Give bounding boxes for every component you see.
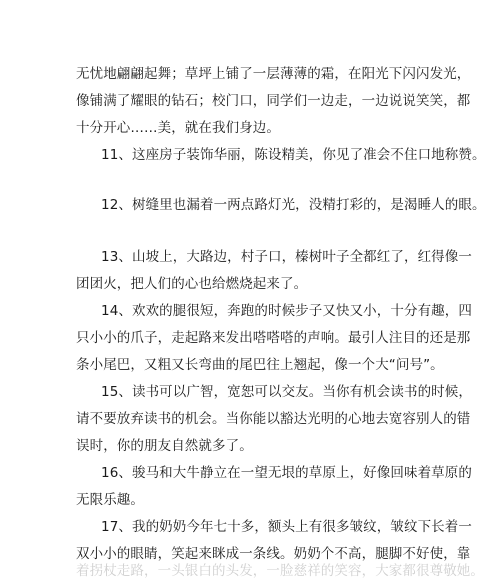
text-line: 14、欢欢的腿很短，奔跑的时候步子又快又小，十分有趣，四 xyxy=(101,303,472,319)
text-line: 12、树缝里也漏着一两点路灯光，没精打彩的，是渴睡人的眼。 xyxy=(101,197,486,213)
text-line: 无限乐趣。 xyxy=(76,492,144,508)
text-line: 双小小的眼睛，笑起来眯成一条线。奶奶个不高，腿脚不好使，靠 xyxy=(76,546,471,562)
text-line: 条小尾巴，又粗又长弯曲的尾巴往上翘起，像一个大“问号”。 xyxy=(76,357,444,373)
text-line: 16、骏马和大牛静立在一望无垠的草原上，好像回味着草原的 xyxy=(101,465,472,481)
text-line: 像铺满了耀眼的钻石；校门口，同学们一边走，一边说说笑笑，都 xyxy=(76,93,471,109)
text-line: 只小小的爪子，走起路来发出嗒嗒嗒的声响。最引人注目的还是那 xyxy=(76,330,471,346)
text-line: 误时，你的朋友自然就多了。 xyxy=(76,438,253,454)
text-line: 无忧地翩翩起舞；草坪上铺了一层薄薄的霜，在阳光下闪闪发光， xyxy=(76,66,471,82)
text-line: 13、山坡上，大路边，村子口，榛树叶子全都红了，红得像一 xyxy=(101,249,472,265)
text-line-cut-off: 着拐杖走路，一头银白的头发，一脸慈祥的笑容，大家都很尊敬她。 xyxy=(76,563,484,579)
text-line: 团团火，把人们的心也给燃烧起来了。 xyxy=(76,276,308,292)
text-line: 15、读书可以广智，宽恕可以交友。当你有机会读书的时候， xyxy=(101,384,472,400)
text-line: 请不要放弃读书的机会。当你能以豁达光明的心地去宽容别人的错 xyxy=(76,411,471,427)
text-line: 11、这座房子装饰华丽，陈设精美，你见了准会不住口地称赞。 xyxy=(101,147,486,163)
text-line: 17、我的奶奶今年七十多，额头上有很多皱纹，皱纹下长着一 xyxy=(101,519,472,535)
text-line: 十分开心……美，就在我们身边。 xyxy=(76,120,280,136)
